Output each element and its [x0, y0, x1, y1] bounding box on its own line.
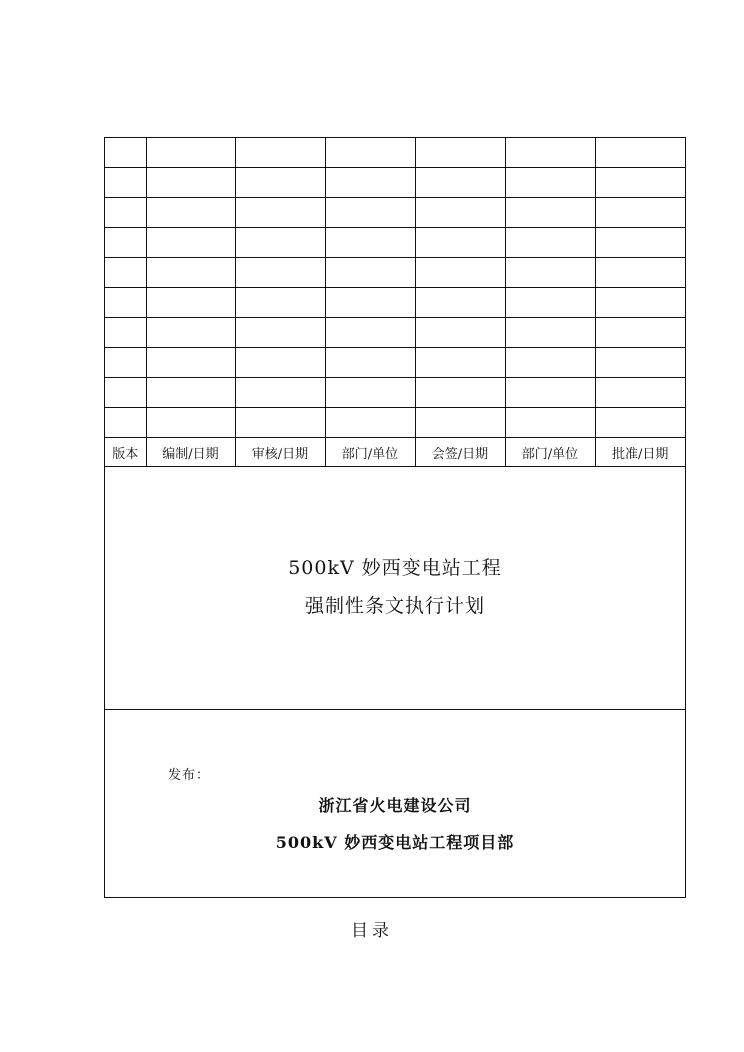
table-cell: [415, 138, 505, 168]
table-cell: [415, 228, 505, 258]
table-cell: [505, 198, 595, 228]
table-cell: [595, 168, 685, 198]
table-cell: [325, 258, 415, 288]
table-cell: [595, 288, 685, 318]
table-cell: [325, 228, 415, 258]
table-row: [105, 408, 685, 438]
table-cell: [415, 378, 505, 408]
column-header: 审核/日期: [235, 438, 325, 467]
table-cell: [415, 408, 505, 438]
column-header: 部门/单位: [325, 438, 415, 467]
publisher-org-line1: 浙江省火电建设公司: [318, 796, 472, 815]
table-cell: [235, 258, 325, 288]
column-header: 会签/日期: [415, 438, 505, 467]
table-cell: [325, 348, 415, 378]
table-row: [105, 138, 685, 168]
table-cell: [105, 408, 146, 438]
table-cell: [325, 378, 415, 408]
table-cell: [595, 228, 685, 258]
table-cell: [105, 168, 146, 198]
table-cell: [146, 318, 235, 348]
table-cell: [505, 408, 595, 438]
table-row: [105, 348, 685, 378]
table-row: [105, 258, 685, 288]
publisher-org-line2: 500kV 妙西变电站工程项目部: [275, 833, 515, 852]
table-cell: [415, 288, 505, 318]
table-cell: [105, 318, 146, 348]
table-cell: [235, 378, 325, 408]
table-cell: [235, 228, 325, 258]
table-cell: [235, 318, 325, 348]
table-cell: [235, 348, 325, 378]
table-header-row: [105, 438, 685, 467]
document-title-line2: 强制性条文执行计划: [304, 595, 485, 617]
table-cell: [105, 228, 146, 258]
table-cell: [146, 378, 235, 408]
cover-frame: [104, 137, 686, 898]
table-row: [105, 228, 685, 258]
column-header: 编制/日期: [146, 438, 235, 467]
table-cell: [505, 258, 595, 288]
table-cell: [595, 348, 685, 378]
table-cell: [235, 408, 325, 438]
table-cell: [105, 378, 146, 408]
table-cell: [146, 288, 235, 318]
table-cell: [505, 138, 595, 168]
column-header: 部门/单位: [505, 438, 595, 467]
document-title-line1: 500kV 妙西变电站工程: [288, 557, 502, 579]
table-row: [105, 378, 685, 408]
table-cell: [505, 228, 595, 258]
table-row: [105, 198, 685, 228]
table-cell: [146, 138, 235, 168]
table-cell: [415, 168, 505, 198]
table-cell: [415, 258, 505, 288]
table-cell: [146, 258, 235, 288]
table-cell: [325, 408, 415, 438]
table-cell: [235, 288, 325, 318]
table-cell: [325, 138, 415, 168]
table-cell: [505, 288, 595, 318]
table-cell: [146, 408, 235, 438]
table-cell: [105, 288, 146, 318]
table-cell: [415, 318, 505, 348]
table-row: [105, 168, 685, 198]
table-cell: [595, 258, 685, 288]
table-cell: [146, 168, 235, 198]
table-cell: [105, 348, 146, 378]
column-header: 批准/日期: [595, 438, 685, 467]
table-row: [105, 288, 685, 318]
table-cell: [105, 258, 146, 288]
table-cell: [235, 198, 325, 228]
table-cell: [505, 168, 595, 198]
table-cell: [146, 198, 235, 228]
table-cell: [146, 348, 235, 378]
table-cell: [235, 168, 325, 198]
table-cell: [415, 348, 505, 378]
table-cell: [325, 318, 415, 348]
table-cell: [595, 408, 685, 438]
table-cell: [595, 378, 685, 408]
title-section: [105, 468, 685, 710]
table-row: [105, 318, 685, 348]
column-header: 版本: [105, 438, 146, 467]
publish-label: 发布：: [168, 768, 211, 783]
toc-heading: 目录: [351, 921, 393, 941]
table-cell: [325, 288, 415, 318]
revision-table-body: [105, 138, 685, 467]
publisher-section: [105, 710, 685, 897]
table-cell: [146, 228, 235, 258]
table-cell: [325, 168, 415, 198]
table-cell: [505, 348, 595, 378]
table-cell: [325, 198, 415, 228]
table-cell: [505, 318, 595, 348]
table-cell: [235, 138, 325, 168]
table-cell: [105, 198, 146, 228]
table-cell: [595, 198, 685, 228]
table-cell: [415, 198, 505, 228]
table-cell: [595, 318, 685, 348]
table-cell: [105, 138, 146, 168]
table-cell: [505, 378, 595, 408]
revision-table: [105, 138, 685, 467]
table-cell: [595, 138, 685, 168]
